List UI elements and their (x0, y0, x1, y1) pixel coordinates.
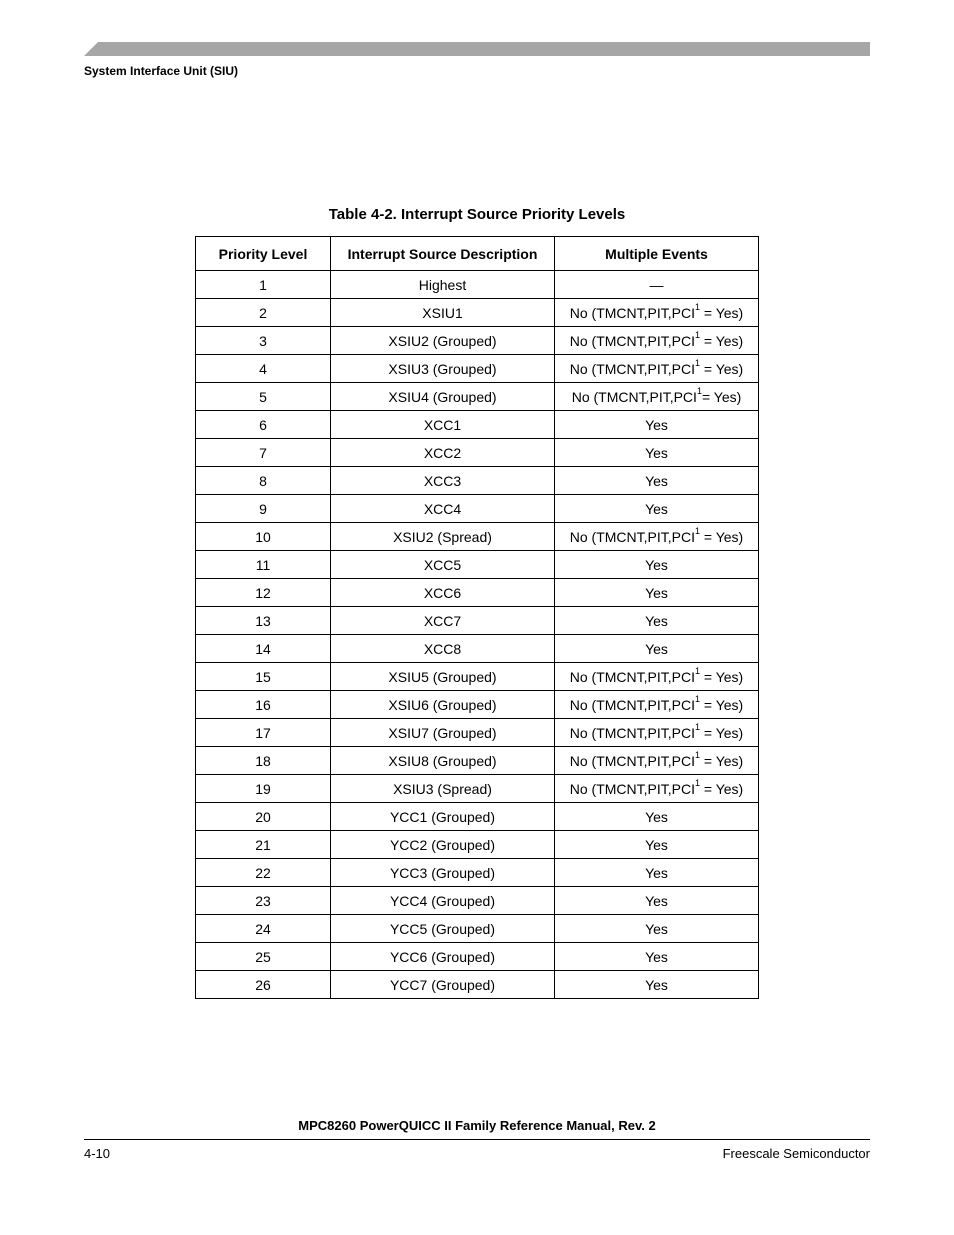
cell-priority-level: 21 (196, 831, 331, 859)
cell-priority-level: 19 (196, 775, 331, 803)
cell-source-description: XCC5 (331, 551, 555, 579)
footnote-marker: 1 (695, 357, 701, 368)
table-row (196, 943, 759, 971)
footnote-marker: 1 (695, 329, 701, 340)
events-text-suffix: = Yes) (700, 332, 744, 349)
table-row (196, 411, 759, 439)
events-text: No (TMCNT,PIT,PCI (569, 752, 695, 769)
cell-source-description: XSIU3 (Spread) (331, 775, 555, 803)
cell-priority-level: 10 (196, 523, 331, 551)
cell-priority-level: 3 (196, 327, 331, 355)
table-row (196, 607, 759, 635)
cell-source-description: YCC3 (Grouped) (331, 859, 555, 887)
cell-source-description: YCC7 (Grouped) (331, 971, 555, 999)
cell-source-description: XSIU7 (Grouped) (331, 719, 555, 747)
events-text-suffix: = Yes) (700, 528, 744, 545)
cell-multiple-events (555, 691, 759, 719)
cell-multiple-events (555, 523, 759, 551)
events-text-suffix: = Yes) (700, 304, 744, 321)
cell-source-description: XSIU6 (Grouped) (331, 691, 555, 719)
table-row (196, 915, 759, 943)
cell-priority-level: 24 (196, 915, 331, 943)
footer-manual-title: MPC8260 PowerQUICC II Family Reference Manual, Rev. 2 (298, 1118, 656, 1133)
cell-source-description: Highest (331, 271, 555, 299)
table-row (196, 299, 759, 327)
table-row (196, 691, 759, 719)
table-row (196, 971, 759, 999)
cell-multiple-events: Yes (555, 915, 759, 943)
table-row (196, 635, 759, 663)
column-header-multiple-events: Multiple Events (555, 237, 759, 271)
table-header-row (196, 237, 759, 271)
footnote-marker: 1 (695, 301, 701, 312)
cell-source-description: YCC6 (Grouped) (331, 943, 555, 971)
cell-multiple-events (555, 747, 759, 775)
cell-priority-level: 22 (196, 859, 331, 887)
cell-multiple-events: Yes (555, 943, 759, 971)
cell-multiple-events: Yes (555, 635, 759, 663)
cell-source-description: XSIU1 (331, 299, 555, 327)
section-title: System Interface Unit (SIU) (84, 64, 239, 78)
table-row (196, 467, 759, 495)
events-text-suffix: = Yes) (700, 696, 744, 713)
cell-source-description: XSIU3 (Grouped) (331, 355, 555, 383)
events-text: No (TMCNT,PIT,PCI (569, 724, 695, 741)
cell-source-description: XSIU4 (Grouped) (331, 383, 555, 411)
cell-source-description: XCC1 (331, 411, 555, 439)
table-row (196, 579, 759, 607)
table-row (196, 663, 759, 691)
table-row (196, 831, 759, 859)
publisher-name: Freescale Semiconductor (722, 1146, 870, 1161)
cell-multiple-events: Yes (555, 579, 759, 607)
table-row (196, 355, 759, 383)
cell-priority-level: 14 (196, 635, 331, 663)
table-row (196, 803, 759, 831)
cell-multiple-events (555, 663, 759, 691)
cell-source-description: XSIU8 (Grouped) (331, 747, 555, 775)
cell-multiple-events (555, 775, 759, 803)
cell-multiple-events (555, 383, 759, 411)
cell-priority-level: 8 (196, 467, 331, 495)
cell-multiple-events: Yes (555, 411, 759, 439)
cell-source-description: XCC6 (331, 579, 555, 607)
events-text-suffix: = Yes) (700, 668, 744, 685)
events-text-suffix: = Yes) (700, 724, 744, 741)
cell-priority-level: 26 (196, 971, 331, 999)
events-text: No (TMCNT,PIT,PCI (569, 332, 695, 349)
events-text-suffix: = Yes) (700, 780, 744, 797)
cell-priority-level: 23 (196, 887, 331, 915)
cell-multiple-events (555, 299, 759, 327)
cell-multiple-events (555, 355, 759, 383)
table-row (196, 495, 759, 523)
header-bar-shape (84, 42, 870, 56)
cell-priority-level: 15 (196, 663, 331, 691)
priority-table (195, 236, 759, 999)
events-text: No (TMCNT,PIT,PCI (571, 388, 697, 405)
cell-multiple-events (555, 327, 759, 355)
cell-priority-level: 1 (196, 271, 331, 299)
cell-source-description: XCC7 (331, 607, 555, 635)
cell-priority-level: 20 (196, 803, 331, 831)
cell-source-description: XSIU2 (Grouped) (331, 327, 555, 355)
cell-multiple-events: Yes (555, 607, 759, 635)
cell-multiple-events: Yes (555, 831, 759, 859)
cell-priority-level: 9 (196, 495, 331, 523)
footnote-marker: 1 (695, 693, 701, 704)
table-header (196, 237, 759, 271)
cell-multiple-events: Yes (555, 467, 759, 495)
table-row (196, 719, 759, 747)
table-row (196, 551, 759, 579)
events-text: No (TMCNT,PIT,PCI (569, 780, 695, 797)
events-text: No (TMCNT,PIT,PCI (569, 528, 695, 545)
cell-multiple-events: Yes (555, 887, 759, 915)
events-text-suffix: = Yes) (700, 360, 744, 377)
cell-priority-level: 11 (196, 551, 331, 579)
cell-source-description: XSIU5 (Grouped) (331, 663, 555, 691)
cell-source-description: XCC4 (331, 495, 555, 523)
table-row (196, 383, 759, 411)
cell-multiple-events: Yes (555, 439, 759, 467)
cell-multiple-events: Yes (555, 859, 759, 887)
events-text: No (TMCNT,PIT,PCI (569, 304, 695, 321)
table-row (196, 887, 759, 915)
cell-priority-level: 18 (196, 747, 331, 775)
cell-source-description: XCC8 (331, 635, 555, 663)
cell-priority-level: 5 (196, 383, 331, 411)
page-number: 4-10 (84, 1146, 111, 1161)
cell-multiple-events: Yes (555, 971, 759, 999)
cell-priority-level: 13 (196, 607, 331, 635)
cell-source-description: YCC4 (Grouped) (331, 887, 555, 915)
header-bar (84, 42, 870, 56)
footnote-marker: 1 (695, 749, 701, 760)
events-text-suffix: = Yes) (700, 752, 744, 769)
events-text: No (TMCNT,PIT,PCI (569, 360, 695, 377)
cell-priority-level: 12 (196, 579, 331, 607)
cell-source-description: YCC2 (Grouped) (331, 831, 555, 859)
cell-priority-level: 6 (196, 411, 331, 439)
cell-priority-level: 7 (196, 439, 331, 467)
cell-source-description: YCC5 (Grouped) (331, 915, 555, 943)
cell-priority-level: 17 (196, 719, 331, 747)
events-text-suffix: = Yes) (701, 388, 742, 405)
cell-multiple-events (555, 719, 759, 747)
column-header-source-description: Interrupt Source Description (331, 237, 555, 271)
footnote-marker: 1 (695, 777, 701, 788)
table-row (196, 327, 759, 355)
footnote-marker: 1 (695, 665, 701, 676)
table-row (196, 859, 759, 887)
table-row (196, 271, 759, 299)
cell-priority-level: 4 (196, 355, 331, 383)
cell-source-description: XCC3 (331, 467, 555, 495)
cell-priority-level: 25 (196, 943, 331, 971)
cell-source-description: XSIU2 (Spread) (331, 523, 555, 551)
footnote-marker: 1 (695, 721, 701, 732)
cell-priority-level: 2 (196, 299, 331, 327)
table-body (196, 271, 759, 999)
footnote-marker: 1 (695, 525, 701, 536)
events-text: No (TMCNT,PIT,PCI (569, 668, 695, 685)
table-row (196, 439, 759, 467)
table-row (196, 775, 759, 803)
column-header-priority-level: Priority Level (196, 237, 331, 271)
table-row (196, 747, 759, 775)
cell-multiple-events: — (555, 271, 759, 299)
cell-source-description: XCC2 (331, 439, 555, 467)
footnote-marker: 1 (696, 385, 702, 396)
cell-priority-level: 16 (196, 691, 331, 719)
cell-source-description: YCC1 (Grouped) (331, 803, 555, 831)
footer-divider (84, 1139, 870, 1140)
table-caption: Table 4-2. Interrupt Source Priority Levels (328, 206, 626, 223)
table-row (196, 523, 759, 551)
cell-multiple-events: Yes (555, 551, 759, 579)
events-text: No (TMCNT,PIT,PCI (569, 696, 695, 713)
cell-multiple-events: Yes (555, 495, 759, 523)
cell-multiple-events: Yes (555, 803, 759, 831)
